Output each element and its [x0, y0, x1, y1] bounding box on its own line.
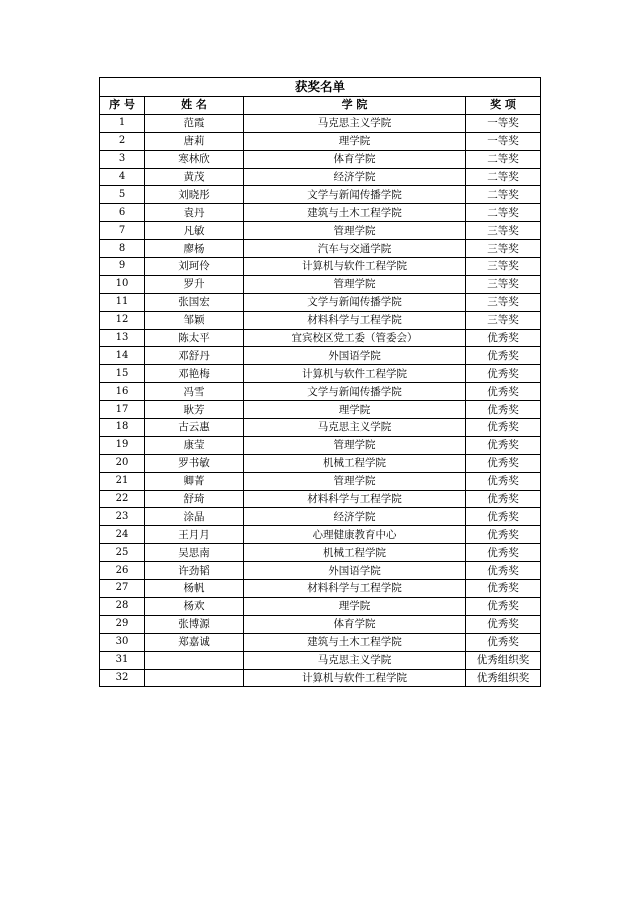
cell-index: 21	[100, 472, 145, 490]
cell-name: 许劲韬	[145, 562, 244, 580]
cell-college: 机械工程学院	[244, 544, 466, 562]
cell-name: 黄茂	[145, 168, 244, 186]
cell-award: 二等奖	[466, 150, 541, 168]
cell-name: 袁丹	[145, 204, 244, 222]
cell-college: 建筑与土木工程学院	[244, 633, 466, 651]
table-row	[100, 186, 541, 204]
cell-college: 宜宾校区党工委（管委会）	[244, 329, 466, 347]
cell-index: 16	[100, 383, 145, 401]
cell-name: 凡敏	[145, 222, 244, 240]
header-index: 序 号	[100, 97, 145, 115]
cell-award: 优秀奖	[466, 383, 541, 401]
cell-college: 机械工程学院	[244, 454, 466, 472]
cell-name: 唐莉	[145, 132, 244, 150]
cell-name: 舒琦	[145, 490, 244, 508]
cell-college: 管理学院	[244, 275, 466, 293]
cell-college: 计算机与软件工程学院	[244, 258, 466, 276]
cell-index: 32	[100, 669, 145, 687]
table-row	[100, 383, 541, 401]
cell-award: 三等奖	[466, 293, 541, 311]
table-row	[100, 168, 541, 186]
cell-college: 材料科学与工程学院	[244, 490, 466, 508]
cell-award: 优秀奖	[466, 490, 541, 508]
cell-college: 心理健康教育中心	[244, 526, 466, 544]
cell-college: 体育学院	[244, 150, 466, 168]
table-row	[100, 347, 541, 365]
table-row	[100, 472, 541, 490]
table-row	[100, 365, 541, 383]
cell-name: 冯雪	[145, 383, 244, 401]
cell-index: 23	[100, 508, 145, 526]
award-list-table	[99, 77, 541, 687]
cell-college: 经济学院	[244, 508, 466, 526]
cell-index: 10	[100, 275, 145, 293]
cell-award: 优秀奖	[466, 615, 541, 633]
cell-name: 杨帆	[145, 580, 244, 598]
table-row	[100, 526, 541, 544]
cell-college: 建筑与土木工程学院	[244, 204, 466, 222]
cell-college: 文学与新闻传播学院	[244, 293, 466, 311]
cell-award: 优秀奖	[466, 526, 541, 544]
cell-college: 计算机与软件工程学院	[244, 669, 466, 687]
cell-index: 1	[100, 114, 145, 132]
title-row	[100, 78, 541, 97]
cell-award: 优秀奖	[466, 365, 541, 383]
table-row	[100, 204, 541, 222]
table-row	[100, 669, 541, 687]
cell-index: 2	[100, 132, 145, 150]
cell-college: 马克思主义学院	[244, 651, 466, 669]
table-title: 获奖名单	[100, 78, 541, 97]
table-row	[100, 275, 541, 293]
table-row	[100, 132, 541, 150]
cell-index: 27	[100, 580, 145, 598]
cell-college: 管理学院	[244, 472, 466, 490]
cell-index: 29	[100, 615, 145, 633]
table-row	[100, 454, 541, 472]
cell-award: 三等奖	[466, 240, 541, 258]
table-row	[100, 240, 541, 258]
cell-index: 13	[100, 329, 145, 347]
cell-index: 3	[100, 150, 145, 168]
cell-name: 刘珂伶	[145, 258, 244, 276]
cell-index: 7	[100, 222, 145, 240]
table-row	[100, 436, 541, 454]
cell-award: 优秀奖	[466, 633, 541, 651]
cell-name: 涂晶	[145, 508, 244, 526]
cell-index: 19	[100, 436, 145, 454]
cell-college: 材料科学与工程学院	[244, 580, 466, 598]
cell-award: 优秀奖	[466, 436, 541, 454]
cell-award: 一等奖	[466, 114, 541, 132]
table-row	[100, 311, 541, 329]
table-row	[100, 544, 541, 562]
cell-award: 三等奖	[466, 258, 541, 276]
cell-award: 优秀奖	[466, 472, 541, 490]
table-row	[100, 150, 541, 168]
cell-college: 理学院	[244, 401, 466, 419]
cell-college: 体育学院	[244, 615, 466, 633]
table-row	[100, 562, 541, 580]
cell-college: 理学院	[244, 597, 466, 615]
cell-name: 耿芳	[145, 401, 244, 419]
cell-award: 优秀奖	[466, 454, 541, 472]
cell-award: 优秀奖	[466, 562, 541, 580]
cell-name: 刘晓彤	[145, 186, 244, 204]
cell-college: 汽车与交通学院	[244, 240, 466, 258]
table-row	[100, 490, 541, 508]
cell-index: 17	[100, 401, 145, 419]
cell-award: 二等奖	[466, 204, 541, 222]
cell-name: 王月月	[145, 526, 244, 544]
cell-name: 康莹	[145, 436, 244, 454]
cell-college: 理学院	[244, 132, 466, 150]
table-row	[100, 419, 541, 437]
cell-index: 26	[100, 562, 145, 580]
cell-award: 优秀奖	[466, 580, 541, 598]
cell-name: 邓舒丹	[145, 347, 244, 365]
cell-college: 文学与新闻传播学院	[244, 383, 466, 401]
cell-award: 优秀奖	[466, 544, 541, 562]
header-award: 奖 项	[466, 97, 541, 115]
table-row	[100, 222, 541, 240]
cell-award: 三等奖	[466, 222, 541, 240]
cell-award: 优秀奖	[466, 401, 541, 419]
cell-award: 优秀奖	[466, 347, 541, 365]
table-row	[100, 401, 541, 419]
table-row	[100, 258, 541, 276]
header-college: 学 院	[244, 97, 466, 115]
cell-name: 廖杨	[145, 240, 244, 258]
cell-college: 管理学院	[244, 436, 466, 454]
cell-name	[145, 669, 244, 687]
table-row	[100, 651, 541, 669]
cell-college: 文学与新闻传播学院	[244, 186, 466, 204]
cell-name: 寒林欣	[145, 150, 244, 168]
cell-college: 材料科学与工程学院	[244, 311, 466, 329]
cell-college: 计算机与软件工程学院	[244, 365, 466, 383]
cell-name: 张博源	[145, 615, 244, 633]
cell-name: 吴思南	[145, 544, 244, 562]
cell-award: 二等奖	[466, 186, 541, 204]
header-row	[100, 97, 541, 115]
cell-index: 8	[100, 240, 145, 258]
cell-index: 30	[100, 633, 145, 651]
cell-name: 郑嘉诚	[145, 633, 244, 651]
cell-name: 邹颖	[145, 311, 244, 329]
cell-award: 三等奖	[466, 275, 541, 293]
cell-index: 24	[100, 526, 145, 544]
cell-name: 陈太平	[145, 329, 244, 347]
cell-index: 25	[100, 544, 145, 562]
cell-index: 22	[100, 490, 145, 508]
cell-award: 三等奖	[466, 311, 541, 329]
table-row	[100, 508, 541, 526]
cell-name: 罗书敏	[145, 454, 244, 472]
cell-award: 优秀奖	[466, 329, 541, 347]
table-row	[100, 114, 541, 132]
cell-name: 邓艳梅	[145, 365, 244, 383]
cell-college: 外国语学院	[244, 347, 466, 365]
cell-index: 9	[100, 258, 145, 276]
cell-index: 20	[100, 454, 145, 472]
cell-index: 18	[100, 419, 145, 437]
cell-index: 11	[100, 293, 145, 311]
cell-college: 管理学院	[244, 222, 466, 240]
table-row	[100, 597, 541, 615]
cell-award: 优秀奖	[466, 597, 541, 615]
cell-index: 28	[100, 597, 145, 615]
cell-index: 12	[100, 311, 145, 329]
cell-college: 经济学院	[244, 168, 466, 186]
cell-name: 范霞	[145, 114, 244, 132]
cell-college: 外国语学院	[244, 562, 466, 580]
cell-name: 古云惠	[145, 419, 244, 437]
table-row	[100, 615, 541, 633]
header-name: 姓 名	[145, 97, 244, 115]
cell-index: 4	[100, 168, 145, 186]
table-row	[100, 633, 541, 651]
table-body	[100, 114, 541, 687]
cell-award: 一等奖	[466, 132, 541, 150]
cell-index: 15	[100, 365, 145, 383]
cell-award: 二等奖	[466, 168, 541, 186]
cell-college: 马克思主义学院	[244, 114, 466, 132]
cell-name: 卿菁	[145, 472, 244, 490]
table-row	[100, 580, 541, 598]
cell-award: 优秀组织奖	[466, 651, 541, 669]
cell-name: 杨欢	[145, 597, 244, 615]
cell-index: 14	[100, 347, 145, 365]
table-row	[100, 293, 541, 311]
cell-award: 优秀奖	[466, 508, 541, 526]
cell-index: 6	[100, 204, 145, 222]
cell-name	[145, 651, 244, 669]
cell-award: 优秀奖	[466, 419, 541, 437]
table-row	[100, 329, 541, 347]
cell-award: 优秀组织奖	[466, 669, 541, 687]
cell-index: 31	[100, 651, 145, 669]
cell-college: 马克思主义学院	[244, 419, 466, 437]
cell-name: 罗升	[145, 275, 244, 293]
cell-name: 张国宏	[145, 293, 244, 311]
cell-index: 5	[100, 186, 145, 204]
